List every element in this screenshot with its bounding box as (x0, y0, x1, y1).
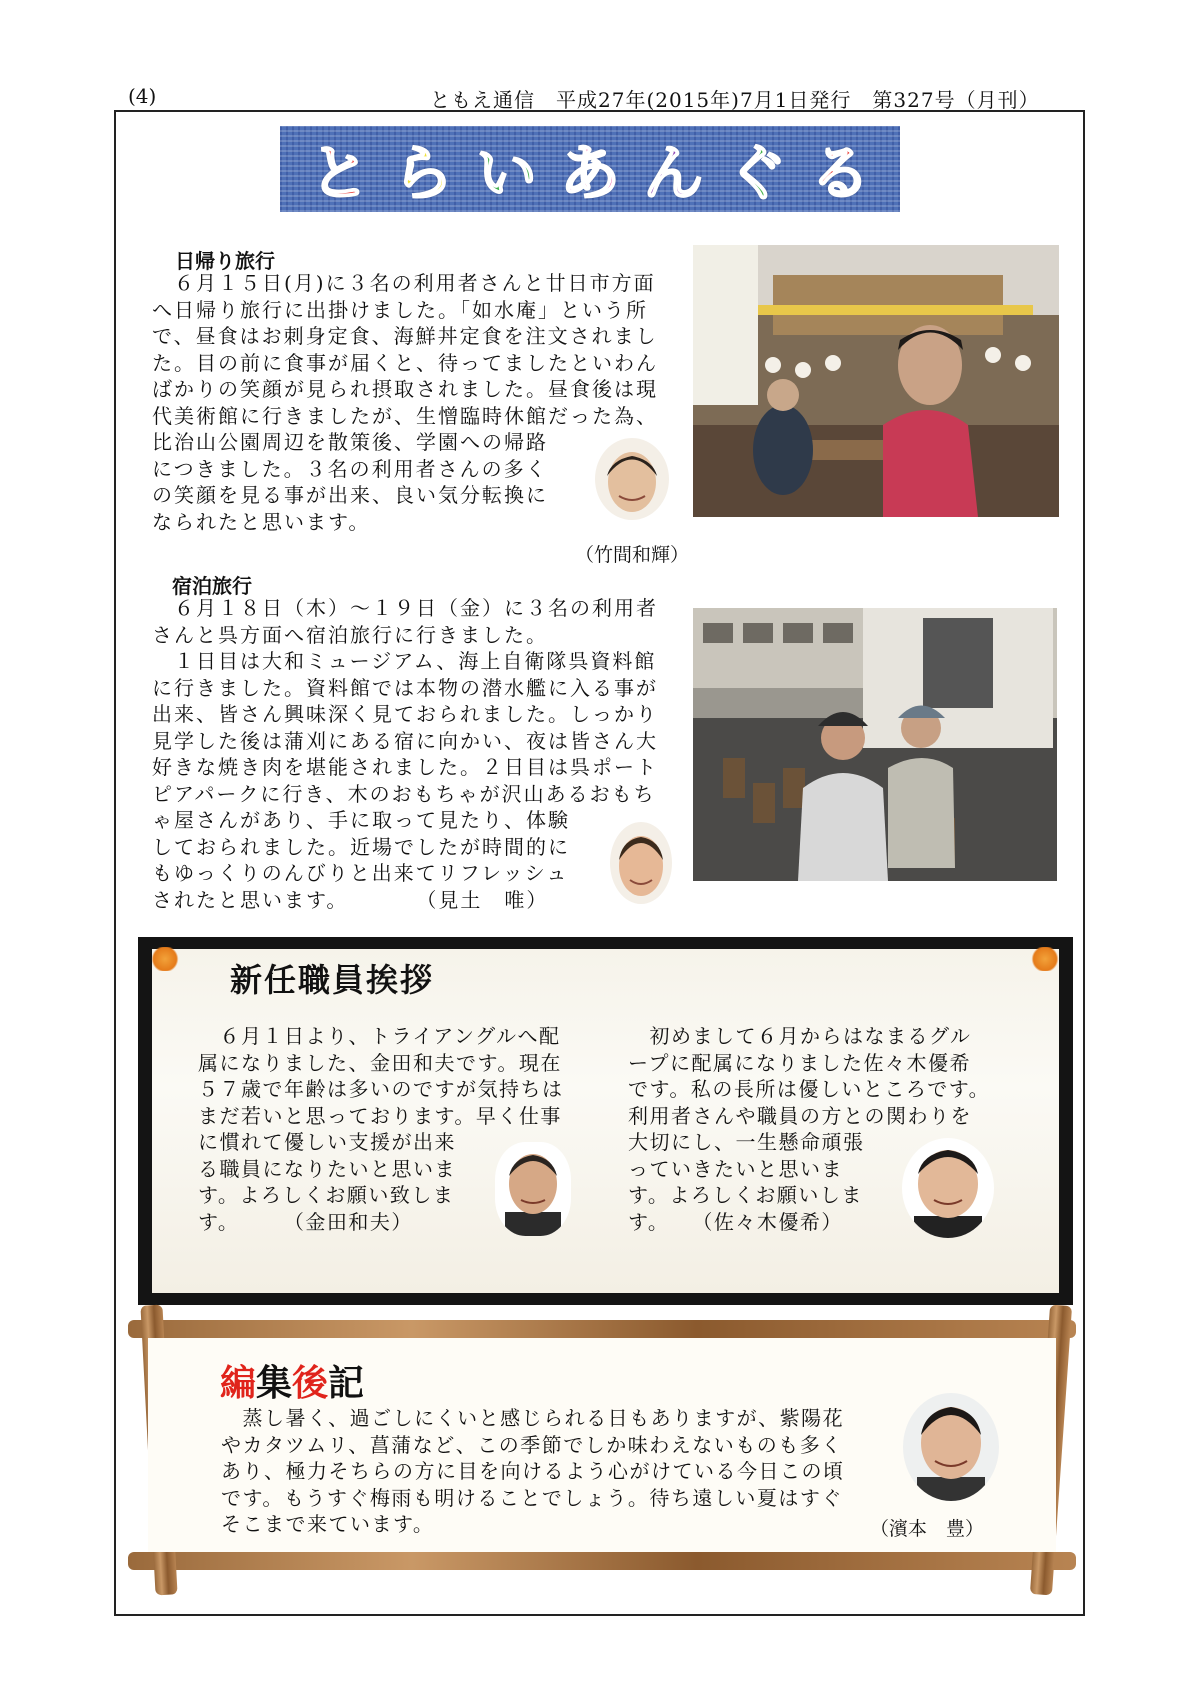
text-line: す。 （金田和夫） (198, 1209, 413, 1234)
staff-photo-kaneda (495, 1142, 571, 1236)
text-line: あり、極力そちらの方に目を向けるよう心がけている今日この頃 (221, 1459, 845, 1483)
text-line: されたと思います。 （見土 唯） (152, 887, 549, 912)
overnight-trip-heading: 宿泊旅行 (172, 574, 252, 598)
text-line: に慣れて優しい支援が出来 (198, 1130, 456, 1154)
text-line: に行きました。資料館では本物の潜水艦に入る事が (152, 675, 658, 700)
text-line: っていきたいと思いま (628, 1156, 843, 1181)
text-line: 初めまして６月からはなまるグル (628, 1024, 972, 1048)
text-line: です。私の長所は優しいところです。 (628, 1077, 991, 1101)
text-line: 比治山公園周辺を散策後、学園への帰路 (152, 430, 548, 454)
text-line: １日目は大和ミュージアム、海上自衛隊呉資料館 (152, 649, 657, 673)
text-line: ゃ屋さんがあり、手に取って見たり、体験 (152, 808, 570, 832)
banner-char: あ (559, 139, 620, 209)
text-line: です。もうすぐ梅雨も明けることでしょう。待ち遠しい夏はすぐ (221, 1485, 843, 1510)
text-line: で、昼食はお刺身定食、海鮮丼定食を注文されまし (152, 324, 658, 348)
day-trip-author: （竹間和輝） (575, 544, 690, 566)
text-line: なられたと思います。 (152, 509, 371, 534)
text-line: しておられました。近場でしたが時間的に (152, 834, 570, 859)
text-line: 大切にし、一生懸命頑張 (628, 1130, 865, 1154)
banner-char: る (810, 139, 871, 209)
new-staff-title: 新任職員挨拶 (230, 961, 435, 999)
day-trip-text (152, 270, 658, 535)
text-line: ６月１５日(月)に３名の利用者さんと廿日市方面 (152, 271, 656, 295)
day-trip-photo (693, 245, 1059, 517)
text-line: す。よろしくお願いしま (628, 1183, 863, 1207)
text-line: 属になりました、金田和夫です。現在 (198, 1050, 562, 1075)
text-line: ６月１日より、トライアングルへ配 (198, 1024, 561, 1048)
banner-char: い (476, 139, 537, 209)
banner-char: ぐ (726, 139, 787, 209)
text-line: た。目の前に食事が届くと、待ってましたといわん (152, 350, 658, 375)
text-line: 出来、皆さん興味深く見ておられました。しっかり (152, 702, 658, 726)
staff-photo-sasaki (902, 1138, 994, 1238)
day-trip-heading: 日帰り旅行 (175, 249, 275, 273)
corner-ornament-icon (1030, 947, 1060, 971)
text-line: へ日帰り旅行に出掛けました。「如水庵」という所 (152, 297, 648, 322)
editor-note-text (221, 1405, 845, 1538)
text-line: ピアパークに行き、木のおもちゃが沢山あるおもち (152, 781, 656, 806)
text-line: 見学した後は蒲刈にある宿に向かい、夜は皆さん大 (152, 728, 658, 753)
text-line: す。 （佐々木優希） (628, 1209, 843, 1234)
text-line: ープに配属になりました佐々木優希 (628, 1050, 971, 1075)
text-line: もゆっくりのんびりと出来てリフレッシュ (152, 861, 569, 885)
editor-note-author: （濱本 豊） (870, 1518, 985, 1540)
banner-char: ん (643, 139, 704, 209)
editor-title-char: 編 (220, 1363, 257, 1404)
text-line: ６月１８日（木）～１９日（金）に３名の利用者 (152, 596, 658, 620)
text-line: さんと呉方面へ宿泊旅行に行きました。 (152, 622, 548, 647)
log-frame-bottom (128, 1552, 1076, 1570)
author-photo-takema (595, 438, 669, 520)
editor-note-title (220, 1355, 364, 1406)
text-line: やカタツムリ、菖蒲など、この季節でしか味わえないものも多く (221, 1432, 843, 1457)
editor-title-char: 集 (256, 1363, 293, 1404)
text-line: につきました。３名の利用者さんの多く (152, 456, 548, 481)
page-number: (4) (128, 84, 157, 108)
text-line: る職員になりたいと思いま (198, 1156, 456, 1181)
editor-title-char: 記 (328, 1363, 365, 1404)
corner-ornament-icon (150, 947, 180, 971)
text-line: 好きな焼き肉を堪能されました。２日目は呉ポート (152, 755, 658, 779)
editor-title-char: 後 (292, 1363, 329, 1404)
text-line: そこまで来ています。 (221, 1512, 435, 1536)
text-line: 利用者さんや職員の方との関わりを (628, 1103, 972, 1128)
editor-photo-hamamoto (903, 1393, 999, 1501)
banner-title (280, 126, 900, 212)
banner-char: と (309, 139, 370, 209)
text-line: 代美術館に行きましたが、生憎臨時休館だった為、 (152, 403, 658, 428)
banner-char: ら (393, 139, 454, 209)
text-line: ばかりの笑顔が見られ摂取されました。昼食後は現 (152, 377, 658, 401)
author-photo-mito (610, 822, 672, 904)
overnight-trip-text (152, 595, 658, 913)
text-line: まだ若いと思っております。早く仕事 (198, 1103, 562, 1128)
text-line: す。よろしくお願い致しま (198, 1183, 455, 1207)
text-line: 蒸し暑く、過ごしにくいと感じられる日もありますが、紫陽花 (221, 1406, 845, 1430)
log-frame-top (128, 1320, 1076, 1338)
overnight-trip-photo (693, 608, 1057, 881)
publication-info: ともえ通信 平成27年(2015年)7月1日発行 第327号（月刊） (430, 88, 1040, 112)
text-line: の笑顔を見る事が出来、良い気分転換に (152, 483, 548, 507)
text-line: ５７歳で年齢は多いのですが気持ちは (198, 1077, 564, 1101)
